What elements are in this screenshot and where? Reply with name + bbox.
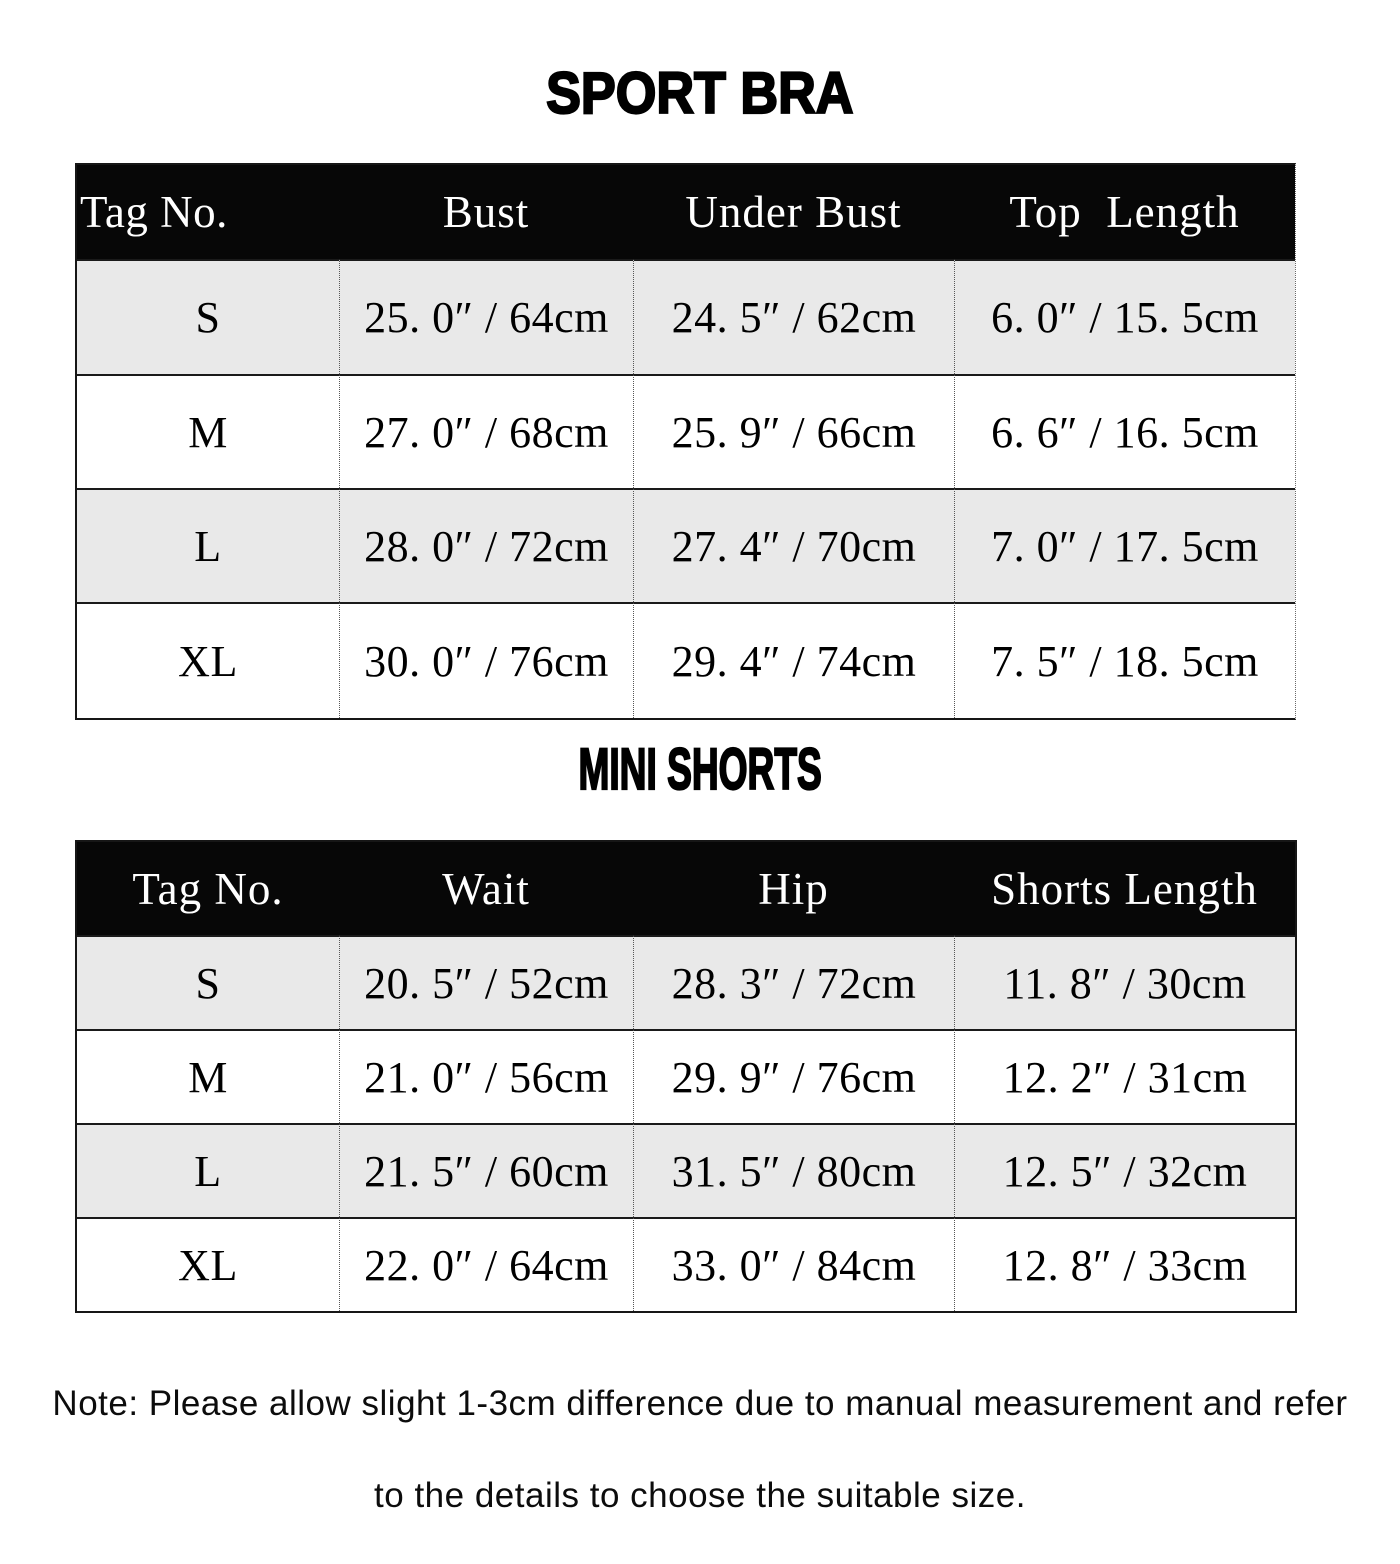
measurement-cell: 21. 5″ / 60cm: [339, 1123, 633, 1217]
sport-bra-size-table: [75, 163, 1296, 720]
measurement-cell: 12. 5″ / 32cm: [954, 1123, 1295, 1217]
size-tag-cell: L: [77, 488, 339, 602]
measurement-cell: 21. 0″ / 56cm: [339, 1029, 633, 1123]
column-header-top-length: Top Length: [954, 165, 1295, 259]
column-header-tag-no: Tag No.: [77, 842, 339, 935]
measurement-cell: 29. 4″ / 74cm: [633, 602, 954, 718]
column-header-wait: Wait: [339, 842, 633, 935]
measurement-cell: 6. 6″ / 16. 5cm: [954, 374, 1295, 488]
size-tag-cell: XL: [77, 602, 339, 718]
measurement-cell: 25. 0″ / 64cm: [339, 259, 633, 374]
measurement-cell: 22. 0″ / 64cm: [339, 1217, 633, 1311]
measurement-cell: 30. 0″ / 76cm: [339, 602, 633, 718]
note-line-1: Note: Please allow slight 1-3cm difference due to manual measurement and refer: [52, 1384, 1348, 1423]
mini-shorts-size-table: [75, 840, 1297, 1313]
measurement-cell: 20. 5″ / 52cm: [339, 935, 633, 1029]
measurement-cell: 29. 9″ / 76cm: [633, 1029, 954, 1123]
measurement-cell: 25. 9″ / 66cm: [633, 374, 954, 488]
measurement-cell: 27. 0″ / 68cm: [339, 374, 633, 488]
mini-shorts-title: [0, 737, 1400, 802]
measurement-cell: 28. 3″ / 72cm: [633, 935, 954, 1029]
measurement-cell: 12. 2″ / 31cm: [954, 1029, 1295, 1123]
column-header-bust: Bust: [339, 165, 633, 259]
measurement-cell: 28. 0″ / 72cm: [339, 488, 633, 602]
column-header-shorts-length: Shorts Length: [954, 842, 1295, 935]
measurement-cell: 7. 5″ / 18. 5cm: [954, 602, 1295, 718]
measurement-cell: 12. 8″ / 33cm: [954, 1217, 1295, 1311]
sport-bra-title: [0, 61, 1400, 126]
column-header-tag-no: Tag No.: [77, 165, 339, 259]
mini-shorts-title-text: MINI SHORTS: [578, 737, 822, 802]
size-tag-cell: L: [77, 1123, 339, 1217]
column-header-under-bust: Under Bust: [633, 165, 954, 259]
measurement-cell: 33. 0″ / 84cm: [633, 1217, 954, 1311]
note-line-2: to the details to choose the suitable size.: [374, 1476, 1026, 1515]
measurement-cell: 7. 0″ / 17. 5cm: [954, 488, 1295, 602]
size-tag-cell: M: [77, 1029, 339, 1123]
measurement-cell: 27. 4″ / 70cm: [633, 488, 954, 602]
measurement-cell: 24. 5″ / 62cm: [633, 259, 954, 374]
measurement-cell: 31. 5″ / 80cm: [633, 1123, 954, 1217]
size-tag-cell: S: [77, 935, 339, 1029]
sport-bra-title-text: SPORT BRA: [546, 61, 854, 126]
column-header-hip: Hip: [633, 842, 954, 935]
measurement-cell: 11. 8″ / 30cm: [954, 935, 1295, 1029]
size-tag-cell: XL: [77, 1217, 339, 1311]
measurement-note: [0, 1358, 1400, 1542]
size-tag-cell: S: [77, 259, 339, 374]
measurement-cell: 6. 0″ / 15. 5cm: [954, 259, 1295, 374]
size-tag-cell: M: [77, 374, 339, 488]
